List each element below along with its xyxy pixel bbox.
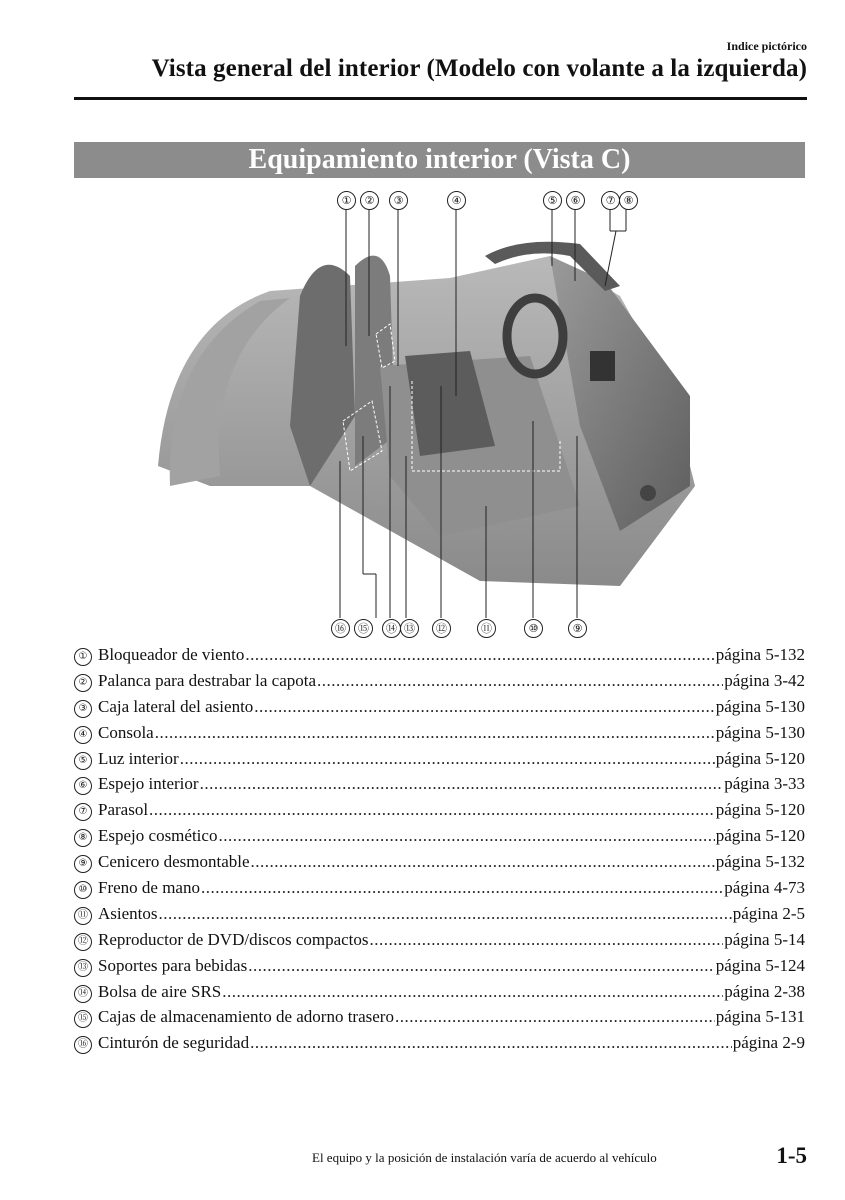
item-number: ①: [74, 648, 92, 666]
callout-16: ⑯: [331, 619, 350, 638]
item-number: ⑪: [74, 907, 92, 925]
callout-7: ⑦: [601, 191, 620, 210]
item-number: ⑮: [74, 1010, 92, 1028]
list-item: [74, 723, 805, 749]
list-item: [74, 697, 805, 723]
list-item: [74, 826, 805, 852]
callout-3: ③: [389, 191, 408, 210]
item-number: ⑬: [74, 959, 92, 977]
list-item: [74, 800, 805, 826]
callout-9: ⑨: [568, 619, 587, 638]
list-item: [74, 1007, 805, 1033]
list-item: [74, 749, 805, 775]
item-page-ref: página 5-120: [715, 748, 805, 768]
list-item: [74, 852, 805, 878]
section-label: Indice pictórico: [726, 39, 807, 53]
item-number: ⑭: [74, 985, 92, 1003]
item-label: Consola: [98, 722, 154, 742]
leader-dots: [149, 800, 715, 820]
item-number: ⑤: [74, 752, 92, 770]
item-page-ref: página 2-38: [724, 981, 805, 1001]
list-item: [74, 878, 805, 904]
list-item: [74, 1033, 805, 1059]
item-label: Bolsa de aire SRS: [98, 981, 222, 1001]
section-banner: Equipamiento interior (Vista C): [74, 142, 805, 178]
callout-12: ⑫: [432, 619, 451, 638]
leader-dots: [254, 697, 714, 717]
interior-illustration: [150, 186, 710, 641]
list-item: [74, 645, 805, 671]
list-item: [74, 671, 805, 697]
item-page-ref: página 2-5: [732, 903, 805, 923]
callout-8: ⑧: [619, 191, 638, 210]
item-label: Cenicero desmontable: [98, 852, 250, 872]
page-number: 1-5: [776, 1143, 807, 1168]
item-page-ref: página 5-132: [715, 645, 805, 664]
item-number: ⑥: [74, 777, 92, 795]
leader-dots: [251, 852, 715, 872]
item-number: ②: [74, 674, 92, 692]
leader-dots: [201, 878, 723, 898]
item-number: ⑫: [74, 933, 92, 951]
leader-dots: [155, 723, 715, 743]
list-item: [74, 956, 805, 982]
item-page-ref: página 5-124: [715, 955, 805, 975]
item-page-ref: página 5-131: [715, 1007, 805, 1027]
list-item: [74, 982, 805, 1008]
item-label: Cinturón de seguridad: [98, 1033, 250, 1053]
leader-dots: [180, 749, 715, 769]
page-title: Vista general del interior (Modelo con volante a la izquierda): [151, 55, 807, 82]
car-interior-drawing: [150, 186, 710, 641]
item-label: Caja lateral del asiento: [98, 696, 254, 716]
item-number: ⑨: [74, 855, 92, 873]
item-label: Freno de mano: [98, 878, 200, 898]
title-rule: [74, 97, 807, 100]
item-label: Parasol: [98, 800, 149, 820]
leader-dots: [248, 956, 715, 976]
item-number: ⑦: [74, 803, 92, 821]
list-item: [74, 904, 805, 930]
leader-dots: [159, 904, 732, 924]
item-label: Cajas de almacenamiento de adorno trasero: [98, 1007, 394, 1027]
item-number: ⑯: [74, 1036, 92, 1054]
leader-dots: [317, 671, 723, 691]
callout-5: ⑤: [543, 191, 562, 210]
item-page-ref: página 5-120: [715, 800, 805, 820]
leader-dots: [250, 1033, 732, 1053]
item-number: ④: [74, 726, 92, 744]
item-number: ③: [74, 700, 92, 718]
item-page-ref: página 5-120: [715, 826, 805, 846]
callout-15: ⑮: [354, 619, 373, 638]
item-number: ⑩: [74, 881, 92, 899]
leader-dots: [222, 982, 723, 1002]
equipment-list: [74, 645, 805, 1059]
list-item: [74, 930, 805, 956]
item-label: Espejo interior: [98, 774, 199, 794]
callout-6: ⑥: [566, 191, 585, 210]
callout-13: ⑬: [400, 619, 419, 638]
leader-dots: [370, 930, 724, 950]
leader-dots: [395, 1007, 715, 1027]
item-label: Soportes para bebidas: [98, 955, 248, 975]
item-page-ref: página 5-130: [715, 696, 805, 716]
item-number: ⑧: [74, 829, 92, 847]
callout-11: ⑪: [477, 619, 496, 638]
callout-14: ⑭: [382, 619, 401, 638]
item-label: Reproductor de DVD/discos compactos: [98, 929, 369, 949]
leader-dots: [200, 774, 724, 794]
item-label: Palanca para destrabar la capota: [98, 670, 317, 690]
item-page-ref: página 3-33: [724, 774, 805, 794]
item-label: Luz interior: [98, 748, 179, 768]
list-item: [74, 774, 805, 800]
item-page-ref: página 2-9: [732, 1033, 805, 1053]
item-page-ref: página 5-132: [715, 852, 805, 872]
callout-1: ①: [337, 191, 356, 210]
item-label: Asientos: [98, 903, 158, 923]
item-page-ref: página 5-14: [724, 929, 805, 949]
leader-dots: [218, 826, 714, 846]
item-label: Bloqueador de viento: [98, 645, 245, 664]
callout-2: ②: [360, 191, 379, 210]
leader-dots: [245, 645, 714, 665]
item-page-ref: página 5-130: [715, 722, 805, 742]
callout-4: ④: [447, 191, 466, 210]
item-label: Espejo cosmético: [98, 826, 218, 846]
footer-note: El equipo y la posición de instalación varía de acuerdo al vehículo: [312, 1150, 657, 1165]
item-page-ref: página 4-73: [724, 878, 805, 898]
item-page-ref: página 3-42: [724, 670, 805, 690]
callout-10: ⑩: [524, 619, 543, 638]
